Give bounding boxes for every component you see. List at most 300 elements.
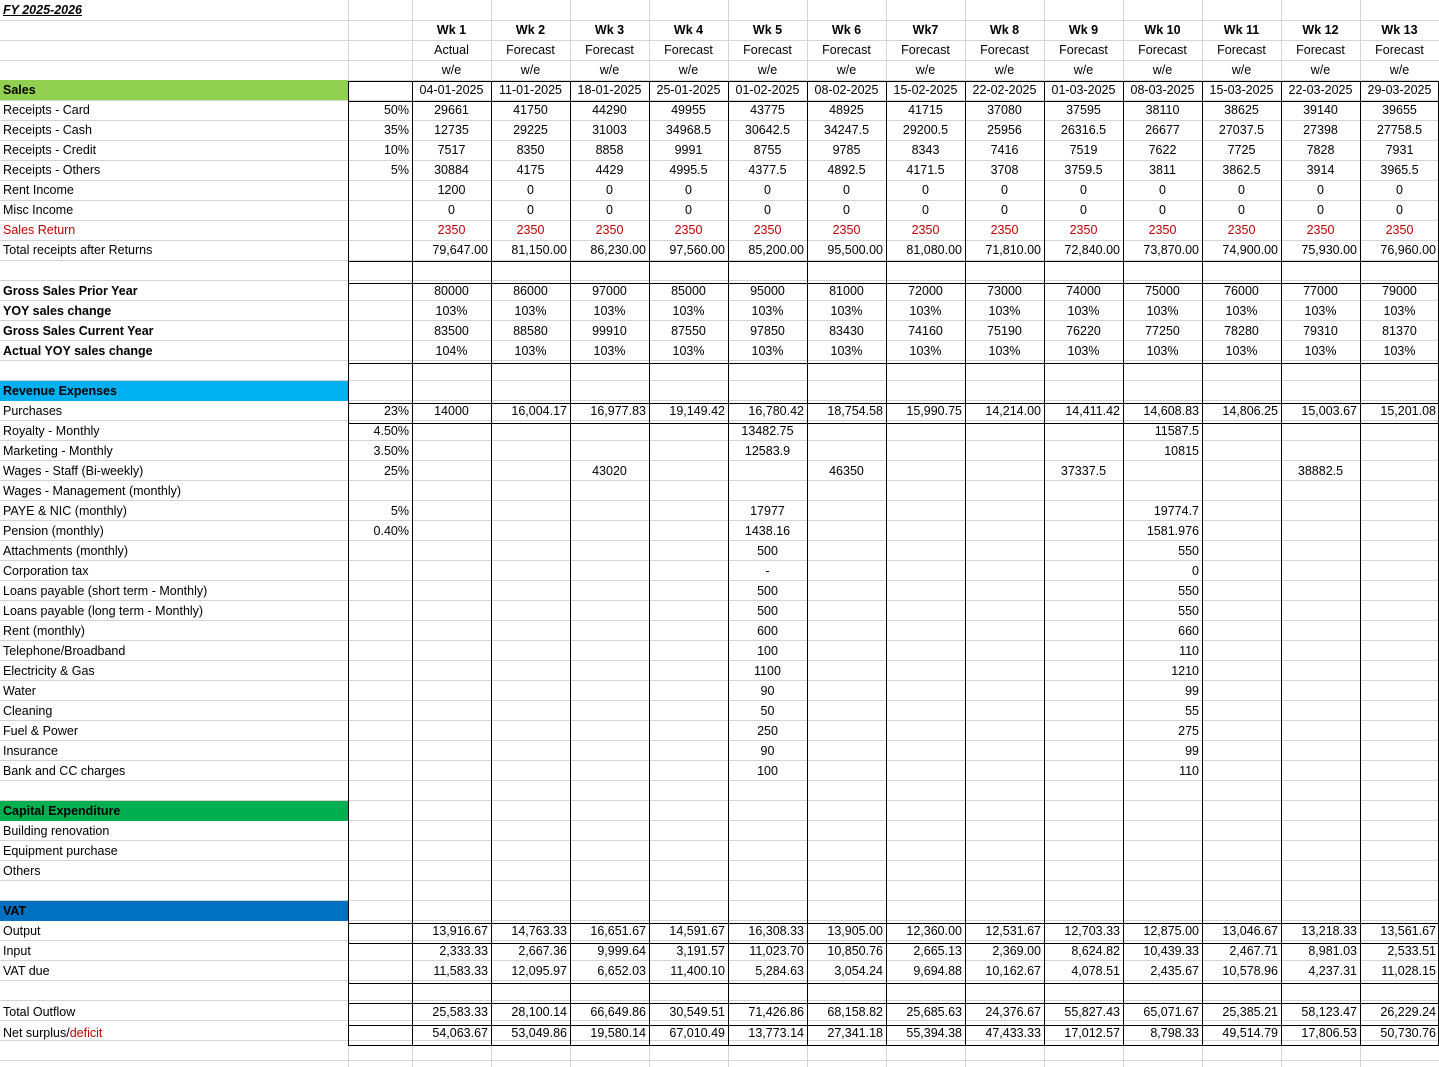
value-cell[interactable]: 90 xyxy=(760,744,775,758)
value-cell[interactable]: 68,158.82 xyxy=(827,1005,883,1019)
value-cell[interactable]: 39140 xyxy=(1303,103,1338,117)
value-cell[interactable]: 25,583.33 xyxy=(432,1005,488,1019)
value-cell[interactable]: 12,875.00 xyxy=(1143,924,1199,938)
value-cell[interactable]: 86,230.00 xyxy=(590,243,646,257)
value-cell[interactable]: 71,810.00 xyxy=(985,243,1041,257)
value-cell[interactable] xyxy=(965,641,1044,661)
value-cell[interactable]: 110 xyxy=(1179,644,1199,658)
value-cell[interactable] xyxy=(491,581,570,601)
value-cell[interactable] xyxy=(886,601,965,621)
value-cell[interactable]: 79000 xyxy=(1382,284,1417,298)
value-cell[interactable]: 103% xyxy=(1383,344,1416,358)
value-cell[interactable]: 1210 xyxy=(1171,664,1199,678)
value-cell[interactable]: 2,533.51 xyxy=(1387,944,1436,958)
value-cell[interactable]: 88580 xyxy=(513,324,548,338)
value-cell[interactable] xyxy=(649,481,728,501)
value-cell[interactable]: 14,214.00 xyxy=(985,404,1041,418)
value-cell[interactable] xyxy=(1202,561,1281,581)
value-cell[interactable] xyxy=(491,501,570,521)
value-cell[interactable] xyxy=(1123,841,1202,861)
value-cell[interactable] xyxy=(1202,821,1281,841)
value-cell[interactable] xyxy=(491,841,570,861)
value-cell[interactable] xyxy=(886,541,965,561)
value-cell[interactable]: 2350 xyxy=(1385,223,1414,237)
value-cell[interactable]: 12735 xyxy=(434,123,469,137)
value-cell[interactable] xyxy=(1360,521,1439,541)
value-cell[interactable] xyxy=(1044,621,1123,641)
value-cell[interactable] xyxy=(1044,561,1123,581)
value-cell[interactable]: 103% xyxy=(593,304,626,318)
value-cell[interactable] xyxy=(1281,701,1360,721)
value-cell[interactable] xyxy=(1360,421,1439,441)
value-cell[interactable] xyxy=(886,701,965,721)
value-cell[interactable]: 38625 xyxy=(1224,103,1259,117)
value-cell[interactable]: 95,500.00 xyxy=(827,243,883,257)
value-cell[interactable]: 26,229.24 xyxy=(1380,1005,1436,1019)
value-cell[interactable]: 77000 xyxy=(1303,284,1338,298)
value-cell[interactable] xyxy=(1202,641,1281,661)
value-cell[interactable]: 11587.5 xyxy=(1154,424,1199,438)
value-cell[interactable] xyxy=(491,461,570,481)
value-cell[interactable] xyxy=(1360,761,1439,781)
value-cell[interactable] xyxy=(965,601,1044,621)
value-cell[interactable]: 74160 xyxy=(908,324,943,338)
value-cell[interactable] xyxy=(1044,861,1123,881)
value-cell[interactable]: 2350 xyxy=(1148,223,1177,237)
value-cell[interactable] xyxy=(807,521,886,541)
value-cell[interactable]: 660 xyxy=(1178,624,1199,638)
value-cell[interactable]: 7519 xyxy=(1069,143,1098,157)
value-cell[interactable]: 550 xyxy=(1178,584,1199,598)
value-cell[interactable]: 103% xyxy=(1304,304,1337,318)
value-cell[interactable]: 85,200.00 xyxy=(748,243,804,257)
value-cell[interactable] xyxy=(965,821,1044,841)
value-cell[interactable]: 99 xyxy=(1185,744,1199,758)
value-cell[interactable] xyxy=(965,461,1044,481)
value-cell[interactable]: 28,100.14 xyxy=(511,1005,567,1019)
value-cell[interactable] xyxy=(965,561,1044,581)
value-cell[interactable]: 0 xyxy=(764,203,771,217)
value-cell[interactable]: 275 xyxy=(1178,724,1199,738)
value-cell[interactable] xyxy=(1044,581,1123,601)
value-cell[interactable] xyxy=(412,521,491,541)
value-cell[interactable]: 18,754.58 xyxy=(827,404,883,418)
value-cell[interactable] xyxy=(1202,661,1281,681)
value-cell[interactable] xyxy=(965,861,1044,881)
value-cell[interactable] xyxy=(649,721,728,741)
value-cell[interactable] xyxy=(728,861,807,881)
value-cell[interactable] xyxy=(570,701,649,721)
value-cell[interactable]: 10,578.96 xyxy=(1222,964,1278,978)
value-cell[interactable]: 11,400.10 xyxy=(670,964,725,978)
value-cell[interactable]: 0 xyxy=(843,203,850,217)
value-cell[interactable]: 12,531.67 xyxy=(985,924,1041,938)
value-cell[interactable] xyxy=(886,481,965,501)
value-cell[interactable] xyxy=(1202,541,1281,561)
value-cell[interactable]: 6,652.03 xyxy=(597,964,646,978)
value-cell[interactable]: 72,840.00 xyxy=(1064,243,1120,257)
value-cell[interactable] xyxy=(491,421,570,441)
value-cell[interactable]: 2350 xyxy=(1306,223,1335,237)
value-cell[interactable]: 50,730.76 xyxy=(1380,1026,1436,1040)
value-cell[interactable]: 54,063.67 xyxy=(432,1026,488,1040)
value-cell[interactable]: 100 xyxy=(757,644,778,658)
value-cell[interactable] xyxy=(886,641,965,661)
value-cell[interactable]: 0 xyxy=(1396,203,1403,217)
value-cell[interactable] xyxy=(1360,501,1439,521)
value-cell[interactable] xyxy=(807,501,886,521)
value-cell[interactable] xyxy=(649,421,728,441)
value-cell[interactable]: 58,123.47 xyxy=(1301,1005,1357,1019)
value-cell[interactable] xyxy=(1044,821,1123,841)
value-cell[interactable] xyxy=(1044,841,1123,861)
value-cell[interactable]: 0 xyxy=(1317,183,1324,197)
value-cell[interactable] xyxy=(965,501,1044,521)
value-cell[interactable] xyxy=(491,861,570,881)
value-cell[interactable]: - xyxy=(765,564,770,578)
value-cell[interactable]: 34968.5 xyxy=(665,123,712,137)
value-cell[interactable]: 44290 xyxy=(592,103,627,117)
value-cell[interactable] xyxy=(1281,861,1360,881)
value-cell[interactable]: 25956 xyxy=(987,123,1022,137)
value-cell[interactable]: 4995.5 xyxy=(669,163,708,177)
value-cell[interactable]: 4175 xyxy=(516,163,545,177)
value-cell[interactable] xyxy=(886,741,965,761)
value-cell[interactable] xyxy=(1360,721,1439,741)
value-cell[interactable]: 37595 xyxy=(1066,103,1101,117)
value-cell[interactable] xyxy=(1044,521,1123,541)
value-cell[interactable]: 27398 xyxy=(1303,123,1338,137)
value-cell[interactable] xyxy=(649,601,728,621)
value-cell[interactable]: 0 xyxy=(527,203,534,217)
value-cell[interactable] xyxy=(1360,641,1439,661)
value-cell[interactable] xyxy=(807,441,886,461)
value-cell[interactable]: 7622 xyxy=(1148,143,1177,157)
value-cell[interactable]: 2350 xyxy=(437,223,466,237)
value-cell[interactable] xyxy=(965,521,1044,541)
value-cell[interactable]: 3759.5 xyxy=(1064,163,1103,177)
value-cell[interactable]: 7828 xyxy=(1306,143,1335,157)
value-cell[interactable] xyxy=(1044,681,1123,701)
value-cell[interactable]: 103% xyxy=(751,344,784,358)
value-cell[interactable]: 103% xyxy=(1067,344,1100,358)
value-cell[interactable]: 90 xyxy=(760,684,775,698)
value-cell[interactable] xyxy=(1044,641,1123,661)
value-cell[interactable]: 66,649.86 xyxy=(590,1005,646,1019)
value-cell[interactable] xyxy=(649,561,728,581)
value-cell[interactable] xyxy=(1123,861,1202,881)
value-cell[interactable]: 11,583.33 xyxy=(433,964,488,978)
value-cell[interactable]: 2,665.13 xyxy=(913,944,962,958)
value-cell[interactable] xyxy=(412,581,491,601)
value-cell[interactable]: 99 xyxy=(1185,684,1199,698)
value-cell[interactable]: 38110 xyxy=(1145,103,1180,117)
value-cell[interactable]: 4429 xyxy=(595,163,624,177)
value-cell[interactable]: 103% xyxy=(830,304,863,318)
value-cell[interactable]: 97,560.00 xyxy=(669,243,725,257)
value-cell[interactable]: 13,916.67 xyxy=(432,924,488,938)
value-cell[interactable]: 8,981.03 xyxy=(1308,944,1357,958)
value-cell[interactable]: 13,218.33 xyxy=(1301,924,1357,938)
value-cell[interactable]: 86000 xyxy=(513,284,548,298)
value-cell[interactable] xyxy=(570,441,649,461)
value-cell[interactable] xyxy=(649,661,728,681)
value-cell[interactable]: 7517 xyxy=(437,143,466,157)
value-cell[interactable] xyxy=(728,841,807,861)
value-cell[interactable] xyxy=(1281,541,1360,561)
value-cell[interactable]: 103% xyxy=(1304,344,1337,358)
value-cell[interactable] xyxy=(1281,761,1360,781)
value-cell[interactable] xyxy=(570,861,649,881)
value-cell[interactable] xyxy=(1281,721,1360,741)
value-cell[interactable] xyxy=(649,501,728,521)
value-cell[interactable]: 3914 xyxy=(1306,163,1335,177)
value-cell[interactable] xyxy=(1360,481,1439,501)
value-cell[interactable]: 65,071.67 xyxy=(1143,1005,1199,1019)
value-cell[interactable] xyxy=(412,641,491,661)
value-cell[interactable] xyxy=(570,821,649,841)
value-cell[interactable] xyxy=(649,701,728,721)
value-cell[interactable]: 12,703.33 xyxy=(1064,924,1120,938)
value-cell[interactable] xyxy=(412,621,491,641)
value-cell[interactable] xyxy=(1202,761,1281,781)
value-cell[interactable] xyxy=(491,701,570,721)
value-cell[interactable] xyxy=(1202,681,1281,701)
value-cell[interactable] xyxy=(1044,421,1123,441)
value-cell[interactable]: 103% xyxy=(593,344,626,358)
value-cell[interactable] xyxy=(807,561,886,581)
value-cell[interactable]: 37080 xyxy=(987,103,1022,117)
value-cell[interactable]: 12583.9 xyxy=(744,444,791,458)
value-cell[interactable]: 0 xyxy=(1192,564,1199,578)
value-cell[interactable]: 0 xyxy=(922,183,929,197)
value-cell[interactable]: 99910 xyxy=(592,324,627,338)
value-cell[interactable] xyxy=(1044,481,1123,501)
value-cell[interactable] xyxy=(807,681,886,701)
value-cell[interactable]: 75000 xyxy=(1145,284,1180,298)
value-cell[interactable] xyxy=(1202,501,1281,521)
value-cell[interactable]: 3862.5 xyxy=(1222,163,1261,177)
value-cell[interactable] xyxy=(1360,581,1439,601)
value-cell[interactable] xyxy=(807,661,886,681)
value-cell[interactable]: 103% xyxy=(1146,304,1179,318)
value-cell[interactable]: 13,046.67 xyxy=(1222,924,1278,938)
value-cell[interactable]: 1438.16 xyxy=(744,524,791,538)
value-cell[interactable] xyxy=(491,521,570,541)
value-cell[interactable] xyxy=(491,821,570,841)
value-cell[interactable] xyxy=(807,541,886,561)
value-cell[interactable] xyxy=(1044,701,1123,721)
value-cell[interactable] xyxy=(807,581,886,601)
value-cell[interactable]: 74,900.00 xyxy=(1222,243,1278,257)
value-cell[interactable] xyxy=(649,541,728,561)
value-cell[interactable]: 37337.5 xyxy=(1060,464,1107,478)
value-cell[interactable]: 9991 xyxy=(674,143,703,157)
value-cell[interactable] xyxy=(965,721,1044,741)
value-cell[interactable] xyxy=(965,701,1044,721)
value-cell[interactable] xyxy=(649,821,728,841)
value-cell[interactable] xyxy=(1360,541,1439,561)
value-cell[interactable]: 19,580.14 xyxy=(590,1026,646,1040)
value-cell[interactable] xyxy=(570,641,649,661)
value-cell[interactable] xyxy=(1044,601,1123,621)
value-cell[interactable] xyxy=(1281,621,1360,641)
value-cell[interactable]: 1200 xyxy=(437,183,466,197)
value-cell[interactable]: 500 xyxy=(757,604,778,618)
value-cell[interactable]: 2,333.33 xyxy=(439,944,488,958)
value-cell[interactable]: 250 xyxy=(757,724,778,738)
value-cell[interactable]: 38882.5 xyxy=(1297,464,1344,478)
value-cell[interactable]: 4,078.51 xyxy=(1071,964,1120,978)
value-cell[interactable]: 103% xyxy=(514,344,547,358)
value-cell[interactable] xyxy=(728,461,807,481)
value-cell[interactable]: 46350 xyxy=(829,464,864,478)
value-cell[interactable]: 30642.5 xyxy=(744,123,791,137)
value-cell[interactable] xyxy=(412,441,491,461)
value-cell[interactable] xyxy=(886,821,965,841)
value-cell[interactable] xyxy=(1044,721,1123,741)
value-cell[interactable]: 47,433.33 xyxy=(985,1026,1041,1040)
value-cell[interactable]: 16,977.83 xyxy=(590,404,646,418)
value-cell[interactable] xyxy=(649,761,728,781)
value-cell[interactable]: 8,624.82 xyxy=(1071,944,1120,958)
value-cell[interactable] xyxy=(807,841,886,861)
value-cell[interactable] xyxy=(412,541,491,561)
value-cell[interactable]: 600 xyxy=(757,624,778,638)
value-cell[interactable]: 25,385.21 xyxy=(1222,1005,1278,1019)
value-cell[interactable] xyxy=(491,761,570,781)
value-cell[interactable]: 76000 xyxy=(1224,284,1259,298)
value-cell[interactable] xyxy=(886,861,965,881)
value-cell[interactable]: 73,870.00 xyxy=(1143,243,1199,257)
value-cell[interactable]: 0 xyxy=(1159,183,1166,197)
value-cell[interactable] xyxy=(1044,541,1123,561)
value-cell[interactable] xyxy=(886,421,965,441)
value-cell[interactable] xyxy=(1360,441,1439,461)
value-cell[interactable]: 0 xyxy=(685,183,692,197)
value-cell[interactable]: 14,806.25 xyxy=(1222,404,1278,418)
value-cell[interactable]: 17,012.57 xyxy=(1064,1026,1120,1040)
value-cell[interactable] xyxy=(1202,521,1281,541)
value-cell[interactable]: 0 xyxy=(606,183,613,197)
value-cell[interactable]: 14,411.42 xyxy=(1065,404,1120,418)
value-cell[interactable] xyxy=(886,581,965,601)
value-cell[interactable]: 2,435.67 xyxy=(1150,964,1199,978)
value-cell[interactable] xyxy=(1281,421,1360,441)
value-cell[interactable] xyxy=(1281,821,1360,841)
value-cell[interactable]: 16,780.42 xyxy=(748,404,804,418)
value-cell[interactable] xyxy=(570,681,649,701)
value-cell[interactable] xyxy=(412,481,491,501)
value-cell[interactable] xyxy=(728,481,807,501)
value-cell[interactable]: 7416 xyxy=(990,143,1019,157)
value-cell[interactable] xyxy=(1360,561,1439,581)
value-cell[interactable] xyxy=(965,841,1044,861)
value-cell[interactable]: 8343 xyxy=(911,143,940,157)
value-cell[interactable]: 100 xyxy=(757,764,778,778)
value-cell[interactable]: 15,201.08 xyxy=(1380,404,1436,418)
value-cell[interactable] xyxy=(570,841,649,861)
value-cell[interactable]: 29200.5 xyxy=(902,123,949,137)
value-cell[interactable]: 0 xyxy=(843,183,850,197)
value-cell[interactable]: 31003 xyxy=(592,123,627,137)
value-cell[interactable]: 73000 xyxy=(987,284,1022,298)
value-cell[interactable]: 55,394.38 xyxy=(906,1026,962,1040)
value-cell[interactable]: 41715 xyxy=(908,103,943,117)
value-cell[interactable]: 71,426.86 xyxy=(748,1005,804,1019)
value-cell[interactable]: 43020 xyxy=(592,464,627,478)
value-cell[interactable]: 8755 xyxy=(753,143,782,157)
value-cell[interactable] xyxy=(1281,481,1360,501)
value-cell[interactable]: 19774.7 xyxy=(1153,504,1199,518)
value-cell[interactable]: 13482.75 xyxy=(741,424,794,438)
value-cell[interactable]: 2350 xyxy=(516,223,545,237)
value-cell[interactable]: 85000 xyxy=(671,284,706,298)
value-cell[interactable]: 9,694.88 xyxy=(913,964,962,978)
value-cell[interactable]: 34247.5 xyxy=(823,123,870,137)
value-cell[interactable]: 2350 xyxy=(832,223,861,237)
value-cell[interactable]: 17,806.53 xyxy=(1301,1026,1357,1040)
value-cell[interactable] xyxy=(807,421,886,441)
value-cell[interactable] xyxy=(807,861,886,881)
value-cell[interactable]: 10815 xyxy=(1164,444,1199,458)
value-cell[interactable] xyxy=(491,481,570,501)
value-cell[interactable]: 10,850.76 xyxy=(827,944,883,958)
value-cell[interactable]: 12,360.00 xyxy=(906,924,962,938)
value-cell[interactable]: 0 xyxy=(1080,183,1087,197)
value-cell[interactable] xyxy=(1202,481,1281,501)
value-cell[interactable]: 55,827.43 xyxy=(1064,1005,1120,1019)
value-cell[interactable]: 2350 xyxy=(674,223,703,237)
value-cell[interactable] xyxy=(491,601,570,621)
value-cell[interactable] xyxy=(1202,441,1281,461)
value-cell[interactable] xyxy=(1360,821,1439,841)
value-cell[interactable]: 3,191.57 xyxy=(676,944,725,958)
value-cell[interactable]: 49,514.79 xyxy=(1222,1026,1278,1040)
value-cell[interactable]: 103% xyxy=(1225,344,1258,358)
value-cell[interactable]: 50 xyxy=(760,704,775,718)
value-cell[interactable] xyxy=(412,601,491,621)
value-cell[interactable] xyxy=(649,581,728,601)
value-cell[interactable]: 0 xyxy=(1396,183,1403,197)
value-cell[interactable]: 9,999.64 xyxy=(597,944,646,958)
value-cell[interactable]: 0 xyxy=(1001,183,1008,197)
value-cell[interactable] xyxy=(728,821,807,841)
value-cell[interactable]: 2,467.71 xyxy=(1229,944,1278,958)
value-cell[interactable] xyxy=(491,641,570,661)
value-cell[interactable] xyxy=(412,761,491,781)
value-cell[interactable] xyxy=(886,501,965,521)
value-cell[interactable]: 0 xyxy=(1238,183,1245,197)
value-cell[interactable]: 8,798.33 xyxy=(1150,1026,1199,1040)
value-cell[interactable] xyxy=(1360,621,1439,641)
value-cell[interactable]: 16,651.67 xyxy=(590,924,646,938)
value-cell[interactable] xyxy=(1360,861,1439,881)
value-cell[interactable]: 11,023.70 xyxy=(749,944,804,958)
value-cell[interactable]: 95000 xyxy=(750,284,785,298)
value-cell[interactable] xyxy=(649,461,728,481)
value-cell[interactable]: 500 xyxy=(757,544,778,558)
value-cell[interactable] xyxy=(1202,421,1281,441)
value-cell[interactable]: 81,080.00 xyxy=(906,243,962,257)
value-cell[interactable] xyxy=(412,661,491,681)
value-cell[interactable]: 4,237.31 xyxy=(1308,964,1357,978)
value-cell[interactable]: 77250 xyxy=(1145,324,1180,338)
value-cell[interactable]: 550 xyxy=(1178,604,1199,618)
value-cell[interactable]: 4892.5 xyxy=(827,163,866,177)
value-cell[interactable] xyxy=(570,521,649,541)
value-cell[interactable] xyxy=(1360,461,1439,481)
